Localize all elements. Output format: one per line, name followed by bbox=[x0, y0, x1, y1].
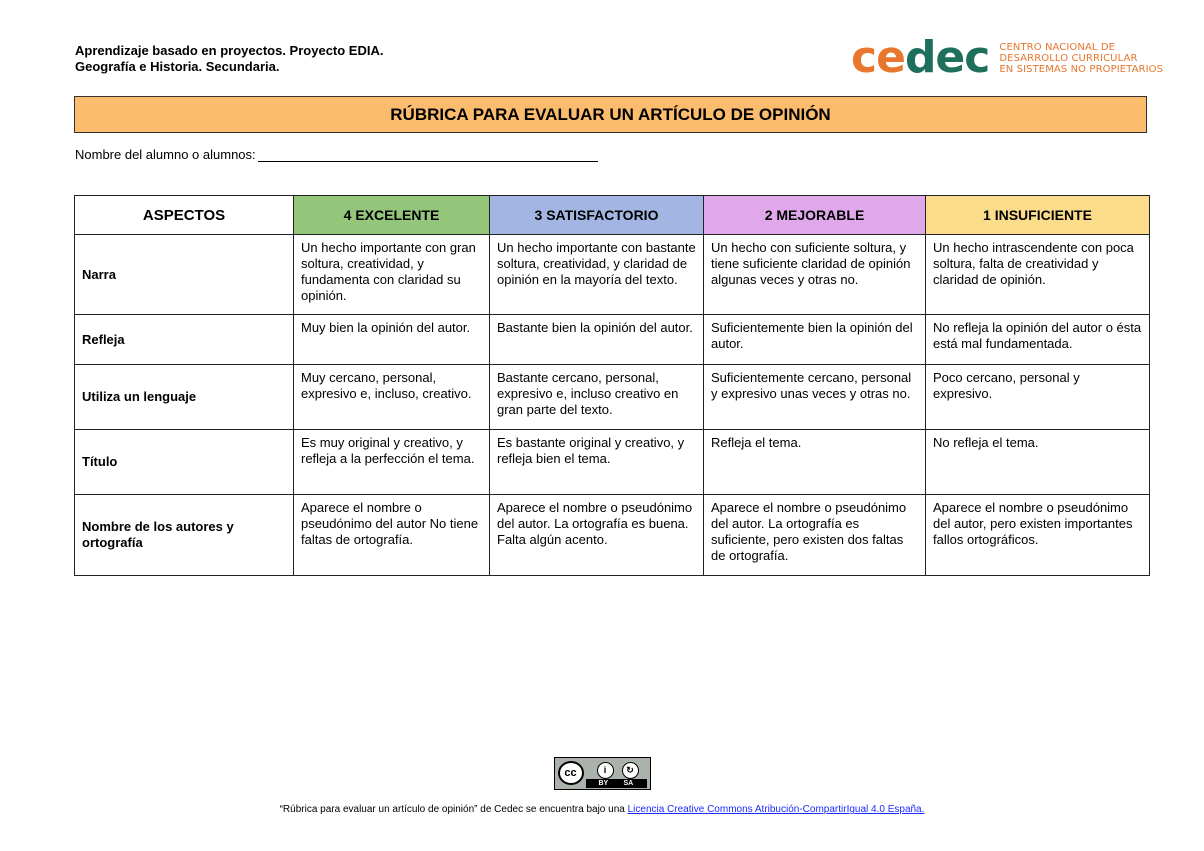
header-excelente: 4 EXCELENTE bbox=[294, 196, 490, 235]
student-name-blank-line bbox=[258, 148, 598, 162]
cedec-logo-word: cedec bbox=[851, 32, 990, 83]
table-row bbox=[75, 235, 1150, 315]
criterion-cell: Aparece el nombre o pseudónimo del autor, pero existen importantes fallos ortográficos. bbox=[926, 495, 1150, 576]
criterion-cell: Un hecho importante con bastante soltura, creatividad, y claridad de opinión en la mayoría del texto. bbox=[490, 235, 704, 315]
criterion-cell: Aparece el nombre o pseudónimo del autor. La ortografía es suficiente, pero existen dos faltas de ortografía. bbox=[704, 495, 926, 576]
header-line-subject: Geografía e Historia. Secundaria. bbox=[75, 59, 280, 74]
cc-sa-label: SA bbox=[623, 780, 634, 787]
criterion-cell: Bastante cercano, personal, expresivo e, incluso creativo en gran parte del texto. bbox=[490, 365, 704, 430]
criterion-cell: Suficientemente bien la opinión del autor. bbox=[704, 315, 926, 365]
criterion-cell: Poco cercano, personal y expresivo. bbox=[926, 365, 1150, 430]
aspect-cell: Refleja bbox=[75, 315, 294, 365]
cedec-logo-tagline: CENTRO NACIONAL DE DESARROLLO CURRICULAR EN SISTEMAS NO PROPIETARIOS bbox=[999, 41, 1164, 75]
aspect-cell: Utiliza un lenguaje bbox=[75, 365, 294, 430]
license-footer bbox=[0, 757, 1204, 815]
criterion-cell: Muy cercano, personal, expresivo e, incluso, creativo. bbox=[294, 365, 490, 430]
table-row bbox=[75, 495, 1150, 576]
attribution-icon: i bbox=[597, 762, 614, 779]
page-title: RÚBRICA PARA EVALUAR UN ARTÍCULO DE OPINIÓN bbox=[74, 96, 1147, 133]
header-insuficiente: 1 INSUFICIENTE bbox=[926, 196, 1150, 235]
rubric-header-row bbox=[75, 196, 1150, 235]
criterion-cell: No refleja el tema. bbox=[926, 430, 1150, 495]
criterion-cell: Un hecho intrascendente con poca soltura, falta de creatividad y claridad de opinión. bbox=[926, 235, 1150, 315]
student-name-label: Nombre del alumno o alumnos: bbox=[75, 147, 256, 162]
header-satisfactorio: 3 SATISFACTORIO bbox=[490, 196, 704, 235]
rubric-table bbox=[74, 195, 1150, 576]
header-aspects: ASPECTOS bbox=[75, 196, 294, 235]
cc-icon: cc bbox=[558, 761, 584, 785]
criterion-cell: Muy bien la opinión del autor. bbox=[294, 315, 490, 365]
license-statement: “Rúbrica para evaluar un artículo de opinión” de Cedec se encuentra bajo una bbox=[279, 804, 628, 815]
criterion-cell: Bastante bien la opinión del autor. bbox=[490, 315, 704, 365]
share-alike-icon: ↻ bbox=[622, 762, 639, 779]
table-row bbox=[75, 315, 1150, 365]
cc-by-sa-badge[interactable] bbox=[554, 757, 651, 790]
student-name-field bbox=[75, 147, 598, 162]
criterion-cell: Suficientemente cercano, personal y expresivo unas veces y otras no. bbox=[704, 365, 926, 430]
header-line-project: Aprendizaje basado en proyectos. Proyecto EDIA. bbox=[75, 43, 384, 58]
cc-by-label: BY bbox=[598, 780, 609, 787]
criterion-cell: Es muy original y creativo, y refleja a la perfección el tema. bbox=[294, 430, 490, 495]
table-row bbox=[75, 430, 1150, 495]
document-header bbox=[75, 43, 383, 75]
header-mejorable: 2 MEJORABLE bbox=[704, 196, 926, 235]
criterion-cell: Un hecho con suficiente soltura, y tiene suficiente claridad de opinión algunas veces y otras no. bbox=[704, 235, 926, 315]
aspect-cell: Título bbox=[75, 430, 294, 495]
aspect-cell: Nombre de los autores y ortografía bbox=[75, 495, 294, 576]
criterion-cell: Un hecho importante con gran soltura, creatividad, y fundamenta con claridad su opinión. bbox=[294, 235, 490, 315]
aspect-cell: Narra bbox=[75, 235, 294, 315]
license-link[interactable]: Licencia Creative Commons Atribución-CompartirIgual 4.0 España. bbox=[627, 804, 925, 815]
criterion-cell: Es bastante original y creativo, y refleja bien el tema. bbox=[490, 430, 704, 495]
cedec-logo bbox=[851, 34, 1163, 82]
criterion-cell: No refleja la opinión del autor o ésta está mal fundamentada. bbox=[926, 315, 1150, 365]
criterion-cell: Refleja el tema. bbox=[704, 430, 926, 495]
table-row bbox=[75, 365, 1150, 430]
criterion-cell: Aparece el nombre o pseudónimo del autor. La ortografía es buena. Falta algún acento. bbox=[490, 495, 704, 576]
criterion-cell: Aparece el nombre o pseudónimo del autor No tiene faltas de ortografía. bbox=[294, 495, 490, 576]
license-text bbox=[0, 804, 1204, 815]
